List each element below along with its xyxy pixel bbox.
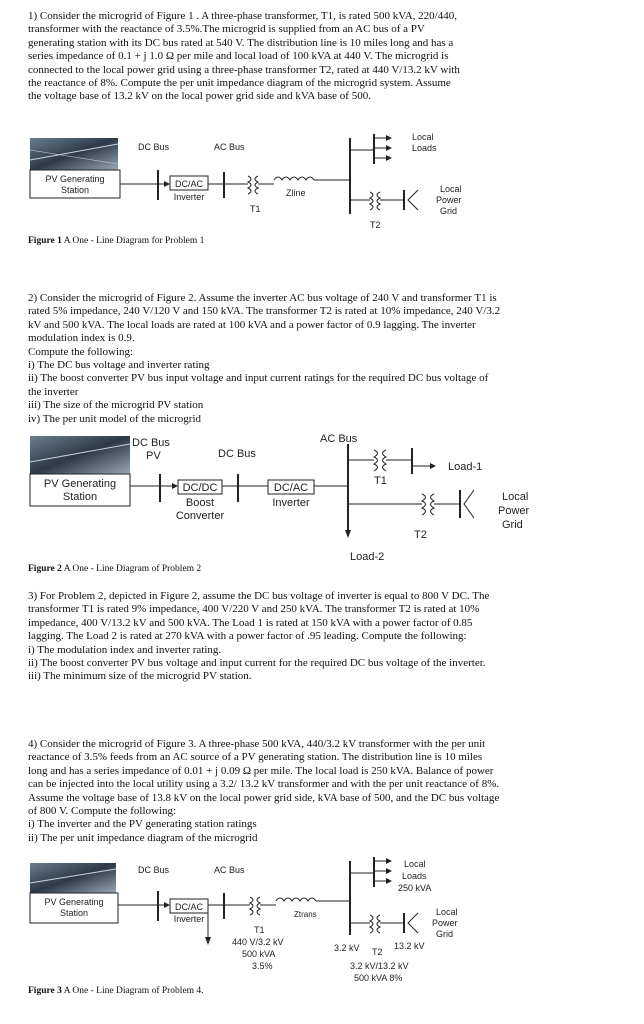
- text-line: long and has a series impedance of 0.01 + j 0.09 Ω per mile. The local load is 250 kVA. Balance of power: [28, 764, 494, 777]
- text-line: 1) Consider the microgrid of Figure 1 . A three-phase transformer, T1, is rated 500 kVA, 220/440,: [28, 10, 457, 22]
- transformer-t1-icon: [248, 176, 258, 194]
- figure-2-diagram: [28, 430, 568, 570]
- text-line: ii) The per unit impedance diagram of the microgrid: [28, 831, 258, 844]
- text-line: transformer with the reactance of 3.5%.The microgrid is supplied from an AC bus of a PV: [28, 23, 425, 36]
- t2-label: T2: [414, 529, 427, 541]
- transformer-t1-icon: [374, 450, 386, 471]
- ac-bus-label: AC Bus: [320, 433, 358, 445]
- caption-label: Figure 3: [28, 986, 62, 996]
- load-2-label: Load-2: [350, 551, 385, 563]
- pv-station-label: Station: [62, 491, 98, 503]
- zline-label: Zline: [286, 188, 306, 198]
- grid-connection-icon: [408, 190, 418, 210]
- problem-3-text: [28, 590, 616, 684]
- text-line: the voltage base of 13.2 kV on the local power grid side and kVA base of 500.: [28, 90, 371, 103]
- text-line: can be injected into the local utility using a 3.2/ 13.2 kV transformer and with the per unit reactance of 8%.: [28, 778, 500, 791]
- pv-station-label: Station: [60, 185, 90, 195]
- t1-rating: 440 V/3.2 kV: [232, 937, 284, 947]
- inverter-box-label: DC/AC: [174, 902, 204, 912]
- t2-label: T2: [372, 947, 383, 957]
- inverter-box-label: DC/AC: [273, 482, 309, 494]
- text-line: rated 5% impedance, 240 V/120 V and 150 kVA. The transformer T2 is rated at 10% impedance, 240 V/3.2: [28, 305, 501, 318]
- text-line: i) The DC bus voltage and inverter rating: [28, 359, 210, 372]
- inverter-label: Inverter: [173, 192, 205, 202]
- caption-text: A One - Line Diagram for Problem 1: [61, 236, 205, 246]
- zline-impedance-icon: [274, 177, 314, 180]
- text-line: iii) The minimum size of the microgrid PV station.: [28, 670, 252, 683]
- t2-voltage-left: 3.2 kV: [334, 943, 360, 953]
- text-line: i) The inverter and the PV generating station ratings: [28, 818, 257, 831]
- text-line: the inverter: [28, 385, 79, 398]
- grid-label: Power: [436, 195, 462, 205]
- grid-connection-icon: [408, 913, 418, 933]
- figure-1-diagram: [28, 130, 548, 240]
- problem-1-text: [28, 10, 616, 104]
- figure-3-diagram: [28, 855, 548, 985]
- boost-label: Converter: [175, 510, 225, 522]
- text-line: of 800 V. Compute the following:: [28, 805, 177, 818]
- text-line: ii) The boost converter PV bus voltage and input current for the required DC bus voltage of the inverter.: [28, 657, 486, 670]
- text-line: generating station with its DC bus rated at 540 V. The distribution line is 10 miles long and has a: [28, 36, 454, 49]
- caption-text: A One - Line Diagram of Problem 2: [61, 564, 202, 574]
- load-1-arrow: [430, 463, 436, 469]
- ztrans-impedance-icon: [276, 898, 316, 901]
- text-line: ii) The boost converter PV bus input voltage and input current ratings for the required DC bus voltage of: [28, 372, 489, 385]
- transformer-t1-icon: [250, 897, 260, 915]
- text-line: Assume the voltage base of 13.8 kV on the local power grid side, kVA base of 500, and the DC bus voltage: [28, 791, 500, 804]
- dc-bus-pv-label: DC Bus: [132, 437, 170, 449]
- grid-label: Grid: [502, 519, 523, 531]
- dc-bus-pv-label: PV: [146, 450, 161, 462]
- grid-label: Local: [502, 491, 529, 503]
- pv-panel-icon: [30, 138, 118, 170]
- text-line: iv) The per unit model of the microgrid: [28, 412, 202, 425]
- pv-station-label: PV Generating: [44, 897, 104, 907]
- figure-2-caption: [28, 564, 201, 574]
- inverter-label: Inverter: [272, 497, 310, 509]
- local-loads-icon: [350, 134, 392, 164]
- t1-label: T1: [374, 475, 387, 487]
- grid-label: Local: [436, 907, 458, 917]
- dc-bus-label: DC Bus: [138, 142, 170, 152]
- ztrans-label: Ztrans: [294, 910, 317, 919]
- transformer-t2-icon: [370, 915, 380, 933]
- ac-bus-label: AC Bus: [214, 865, 245, 875]
- t1-label: T1: [250, 204, 261, 214]
- local-loads-label: Loads: [412, 143, 437, 153]
- text-line: reactance of 3.5% feeds from an AC source of a PV generating station. The distribution line is 10 miles: [28, 751, 483, 764]
- text-line: impedance, 400 V/13.2 kV and 500 kVA. The Load 1 is rated at 150 kVA with a power factor of 0.85: [28, 616, 473, 629]
- grid-label: Power: [498, 505, 530, 517]
- pv-panel-icon: [30, 863, 116, 893]
- local-loads-label: Loads: [402, 871, 427, 881]
- t1-label: T1: [254, 925, 265, 935]
- t1-rating: 500 kVA: [242, 949, 276, 959]
- text-line: 2) Consider the microgrid of Figure 2. Assume the inverter AC bus voltage of 240 V and transformer T1 is: [28, 292, 497, 304]
- problem-2-text: [28, 292, 616, 426]
- caption-label: Figure 1: [28, 236, 62, 246]
- text-line: the reactance of 8%. Compute the per unit impedance diagram of the microgrid system. Assume: [28, 77, 451, 90]
- text-line: iii) The size of the microgrid PV station: [28, 399, 204, 412]
- figure-3-caption: [28, 986, 204, 996]
- problem-4-text: [28, 738, 616, 845]
- local-loads-label: 250 kVA: [398, 883, 432, 893]
- t2-voltage-right: 13.2 kV: [394, 941, 425, 951]
- t1-rating: 3.5%: [252, 961, 273, 971]
- pv-station-label: Station: [59, 908, 89, 918]
- text-line: i) The modulation index and inverter rating.: [28, 643, 222, 656]
- dc-bus-label: DC Bus: [138, 865, 170, 875]
- text-line: modulation index is 0.9.: [28, 332, 135, 345]
- text-line: 3) For Problem 2, depicted in Figure 2, assume the DC bus voltage of inverter is equal to 800 V DC. The: [28, 590, 490, 602]
- grid-label: Power: [432, 918, 458, 928]
- ac-bus-label: AC Bus: [214, 142, 245, 152]
- local-loads-label: Local: [404, 859, 426, 869]
- figure-1-caption: [28, 236, 204, 246]
- t2-rating: 500 kVA 8%: [354, 973, 403, 983]
- grid-connection-icon: [464, 490, 474, 518]
- text-line: 4) Consider the microgrid of Figure 3. A three-phase 500 kVA, 440/3.2 kV transformer with the per unit: [28, 738, 486, 750]
- boost-label: Boost: [185, 497, 215, 509]
- load-1-label: Load-1: [448, 461, 483, 473]
- grid-label: Local: [440, 184, 462, 194]
- caption-label: Figure 2: [28, 564, 62, 574]
- pv-station-label: PV Generating: [45, 174, 105, 184]
- boost-box-label: DC/DC: [182, 482, 218, 494]
- inverter-label: Inverter: [173, 914, 205, 924]
- t2-label: T2: [370, 220, 381, 230]
- load-2-arrow: [345, 530, 351, 538]
- text-line: kV and 500 kVA. The local loads are rated at 100 kVA and a power factor of 0.9 lagging. The inverter: [28, 318, 476, 331]
- dc-bus-label: DC Bus: [218, 448, 256, 460]
- text-line: transformer T1 is rated 9% impedance, 400 V/220 V and 250 kVA. The transformer T2 is rated at 10%: [28, 603, 480, 616]
- transformer-t2-icon: [422, 494, 434, 515]
- transformer-t2-icon: [370, 192, 380, 210]
- grid-label: Grid: [440, 206, 458, 216]
- text-line: connected to the local power grid using a three-phase transformer T2, rated at 440 V/13.2 kV with: [28, 63, 460, 76]
- text-line: series impedance of 0.1 + j 1.0 Ω per mile and local load of 100 kVA at 440 V. The microgrid is: [28, 50, 449, 63]
- pv-panel-icon: [30, 436, 130, 474]
- inverter-output-arrow: [205, 937, 211, 945]
- local-loads-label: Local: [412, 132, 434, 142]
- pv-station-label: PV Generating: [43, 478, 117, 490]
- caption-text: A One - Line Diagram of Problem 4.: [61, 986, 204, 996]
- inverter-box-label: DC/AC: [174, 179, 204, 189]
- local-loads-icon: [350, 857, 392, 887]
- grid-label: Grid: [436, 929, 454, 939]
- text-line: lagging. The Load 2 is rated at 270 kVA with a power factor of .95 leading. Compute the following:: [28, 630, 467, 643]
- text-line: Compute the following:: [28, 345, 134, 358]
- t2-rating: 3.2 kV/13.2 kV: [350, 961, 409, 971]
